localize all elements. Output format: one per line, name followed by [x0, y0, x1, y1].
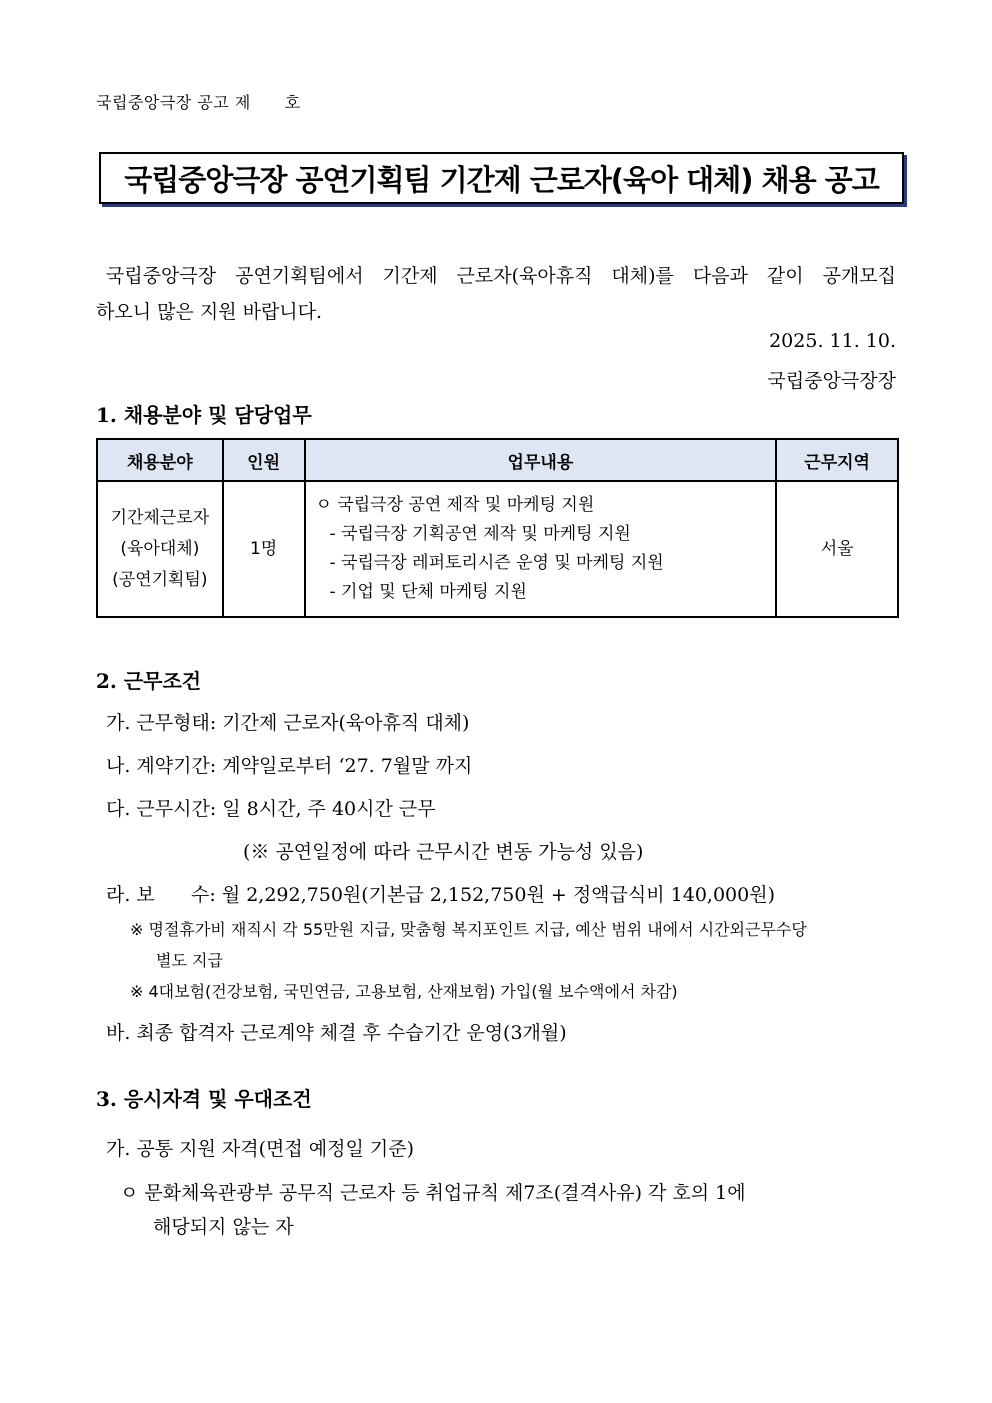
intro-paragraph	[96, 258, 896, 330]
field-line: 기간제근로자	[110, 507, 210, 528]
notice-prefix: 국립중앙극장 공고 제	[96, 93, 251, 112]
pay-note-1-cont: 별도 지급	[156, 951, 223, 970]
pay-note-2: ※ 4대보험(건강보험, 국민연금, 고용보험, 산재보험) 가입(월 보수액에서 차감)	[130, 982, 678, 1001]
condition-item-type: 가. 근무형태: 기간제 근로자(육아휴직 대체)	[106, 712, 470, 734]
title-box	[99, 152, 904, 204]
section-3-heading: 3. 응시자격 및 우대조건	[96, 1087, 312, 1111]
header-location: 근무지역	[776, 439, 898, 481]
pay-note-1: ※ 명절휴가비 재직시 각 55만원 지급, 맞춤형 복지포인트 지급, 예산 범위 내에서 시간외근무수당	[130, 920, 807, 939]
header-duties: 업무내용	[305, 439, 777, 481]
field-line: (공연기획팀)	[112, 569, 208, 590]
header-field: 채용분야	[97, 439, 223, 481]
intro-line-1: 국립중앙극장 공연기획팀에서 기간제 근로자(육아휴직 대체)를 다음과 같이 공개모집	[106, 265, 896, 287]
table-header-row	[97, 439, 898, 481]
table-row	[97, 481, 898, 617]
cell-duties	[305, 481, 777, 617]
header-count: 인원	[223, 439, 305, 481]
section-1-heading: 1. 채용분야 및 담당업무	[96, 403, 312, 427]
duty-main: ㅇ 국립극장 공연 제작 및 마케팅 지원	[315, 495, 595, 515]
qualification-item-a: 가. 공통 지원 자격(면접 예정일 기준)	[106, 1138, 415, 1160]
duty-sub: - 기업 및 단체 마케팅 지원	[329, 582, 527, 602]
qualification-bullet-line-2: 해당되지 않는 자	[153, 1216, 294, 1238]
cell-location: 서울	[776, 481, 898, 617]
field-line: (육아대체)	[120, 538, 200, 559]
condition-hours-note: (※ 공연일정에 따라 근무시간 변동 가능성 있음)	[243, 841, 644, 863]
cell-count: 1명	[223, 481, 305, 617]
duty-sub: - 국립극장 기획공연 제작 및 마케팅 지원	[329, 524, 631, 544]
intro-line-2: 하오니 많은 지원 바랍니다.	[96, 301, 323, 323]
notice-suffix: 호	[284, 93, 301, 112]
notice-number	[96, 90, 301, 113]
qualification-bullet-line-1: ㅇ 문화체육관광부 공무직 근로자 등 취업규칙 제7조(결격사유) 각 호의 1에	[120, 1182, 746, 1204]
recruitment-table	[96, 438, 899, 618]
issuer: 국립중앙극장장	[767, 370, 896, 392]
page-title: 국립중앙극장 공연기획팀 기간제 근로자(육아 대체) 채용 공고	[124, 162, 879, 197]
section-2-heading: 2. 근무조건	[96, 669, 202, 693]
condition-item-pay: 라. 보 수: 월 2,292,750원(기본급 2,152,750원 + 정액급식비 140,000원)	[106, 884, 775, 906]
condition-item-hours: 다. 근무시간: 일 8시간, 주 40시간 근무	[106, 798, 436, 820]
cell-field	[97, 481, 223, 617]
duty-sub: - 국립극장 레퍼토리시즌 운영 및 마케팅 지원	[329, 553, 664, 573]
announcement-date: 2025. 11. 10.	[769, 330, 896, 352]
condition-item-period: 나. 계약기간: 계약일로부터 ‘27. 7월말 까지	[106, 755, 473, 777]
condition-item-probation: 바. 최종 합격자 근로계약 체결 후 수습기간 운영(3개월)	[106, 1022, 567, 1044]
